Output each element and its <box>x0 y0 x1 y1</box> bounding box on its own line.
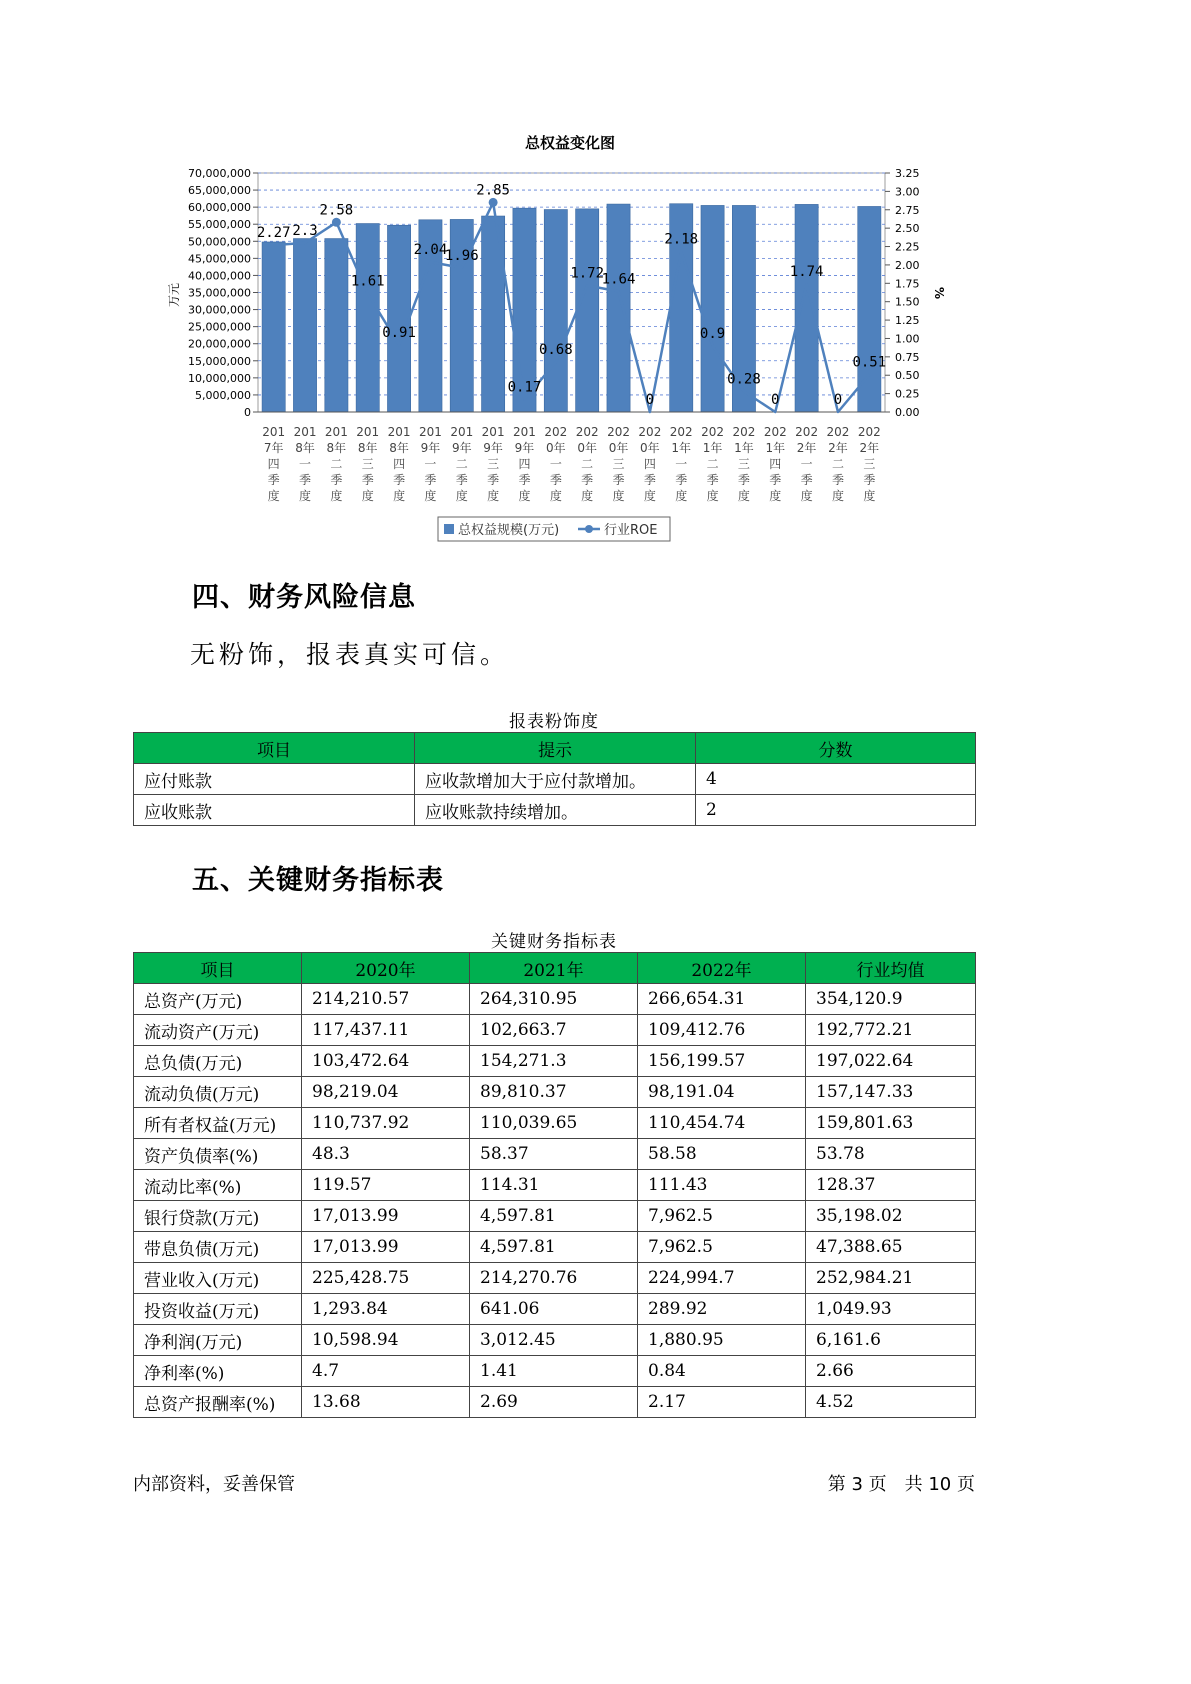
x-tick-label: 一 <box>299 457 312 471</box>
left-tick-label: 10,000,000 <box>188 371 251 385</box>
right-tick-label: 2.75 <box>895 203 920 217</box>
metrics-table-cell: 58.58 <box>638 1139 806 1170</box>
x-tick-label: 三 <box>737 457 750 471</box>
left-tick-label: 70,000,000 <box>188 167 251 180</box>
metrics-table-cell: 7,962.5 <box>638 1201 806 1232</box>
roe-data-label: 1.64 <box>601 271 636 288</box>
page-prefix: 第 <box>827 1474 846 1495</box>
left-tick-label: 25,000,000 <box>188 320 251 334</box>
metrics-table-header-cell: 2020年 <box>302 953 470 984</box>
metrics-table-header-cell: 2021年 <box>470 953 638 984</box>
risk-table-row <box>134 795 976 826</box>
risk-table-cell: 应收款增加大于应付款增加。 <box>415 764 696 795</box>
metrics-table-cell: 13.68 <box>302 1387 470 1418</box>
metrics-table-cell: 110,737.92 <box>302 1108 470 1139</box>
roe-data-label: 0 <box>771 392 780 408</box>
metrics-table-cell: 总资产(万元) <box>134 984 302 1015</box>
metrics-table-row <box>134 1232 976 1263</box>
chart-title: 总权益变化图 <box>524 134 616 152</box>
metrics-table-row <box>134 1387 976 1418</box>
metrics-table-cell: 119.57 <box>302 1170 470 1201</box>
metrics-table-cell: 264,310.95 <box>470 984 638 1015</box>
left-tick-label: 65,000,000 <box>188 184 251 198</box>
x-tick-label: 二 <box>455 457 468 471</box>
metrics-table-cell: 资产负债率(%) <box>134 1139 302 1170</box>
metrics-table-cell: 2.17 <box>638 1387 806 1418</box>
metrics-table-cell: 17,013.99 <box>302 1201 470 1232</box>
metrics-table-cell: 225,428.75 <box>302 1263 470 1294</box>
metrics-table-cell: 224,994.7 <box>638 1263 806 1294</box>
bar <box>858 206 881 412</box>
metrics-table-row <box>134 1077 976 1108</box>
left-tick-label: 0 <box>244 406 251 419</box>
x-tick-label: 7年 <box>263 441 284 455</box>
risk-table-header <box>134 733 976 764</box>
metrics-table-cell: 4.52 <box>806 1387 976 1418</box>
x-tick-label: 0年 <box>608 441 629 455</box>
metrics-table-cell: 35,198.02 <box>806 1201 976 1232</box>
roe-data-label: 1.96 <box>444 247 479 264</box>
metrics-table-cell: 109,412.76 <box>638 1015 806 1046</box>
x-tick-label: 二 <box>330 457 343 471</box>
metrics-table-cell: 2.69 <box>470 1387 638 1418</box>
metrics-table-cell: 4,597.81 <box>470 1232 638 1263</box>
right-tick-label: 2.00 <box>895 258 920 272</box>
x-tick-label: 度 <box>299 489 312 503</box>
right-tick-label: 1.75 <box>895 277 920 291</box>
legend-line-label: 行业ROE <box>604 523 658 538</box>
x-tick-label: 季 <box>612 473 625 487</box>
x-tick-label: 202 <box>575 425 599 439</box>
metrics-table-cell: 0.84 <box>638 1356 806 1387</box>
x-tick-label: 四 <box>393 457 406 471</box>
roe-data-label: 1.72 <box>570 265 605 282</box>
metrics-table-cell: 102,663.7 <box>470 1015 638 1046</box>
x-tick-label: 季 <box>299 473 312 487</box>
x-tick-label: 9年 <box>483 441 503 455</box>
x-tick-label: 度 <box>769 489 782 503</box>
risk-table <box>133 732 976 826</box>
x-tick-label: 202 <box>607 425 630 439</box>
x-tick-label: 度 <box>675 489 688 503</box>
x-tick-label: 度 <box>455 489 468 503</box>
right-tick-label: 0.00 <box>895 406 920 419</box>
section4-text: 无粉饰，报表真实可信。 <box>190 640 510 669</box>
metrics-table-cell: 266,654.31 <box>638 984 806 1015</box>
x-tick-label: 度 <box>424 489 437 503</box>
metrics-table-cell: 641.06 <box>470 1294 638 1325</box>
x-tick-label: 2年 <box>828 441 848 455</box>
x-tick-label: 202 <box>638 425 662 439</box>
right-tick-label: 3.25 <box>895 167 920 180</box>
metrics-table-cell: 1.41 <box>470 1356 638 1387</box>
x-tick-label: 一 <box>549 457 562 471</box>
x-tick-label: 四 <box>267 457 280 471</box>
metrics-table-cell: 2.66 <box>806 1356 976 1387</box>
x-tick-label: 度 <box>831 489 844 503</box>
metrics-table-cell: 289.92 <box>638 1294 806 1325</box>
x-tick-label: 度 <box>643 489 656 503</box>
x-tick-label: 季 <box>769 473 782 487</box>
metrics-table-cell: 47,388.65 <box>806 1232 976 1263</box>
roe-data-label: 0.28 <box>727 371 761 388</box>
left-tick-label: 50,000,000 <box>188 235 251 249</box>
left-tick-label: 40,000,000 <box>188 269 251 283</box>
legend-bar-label: 总权益规模(万元) <box>458 523 560 538</box>
roe-data-label: 2.04 <box>413 241 448 258</box>
right-tick-label: 2.25 <box>895 240 920 254</box>
x-tick-label: 二 <box>581 457 594 471</box>
metrics-table-row <box>134 1170 976 1201</box>
metrics-table-cell: 银行贷款(万元) <box>134 1201 302 1232</box>
metrics-table-cell: 1,049.93 <box>806 1294 976 1325</box>
metrics-table-header-cell: 2022年 <box>638 953 806 984</box>
metrics-table-row <box>134 1015 976 1046</box>
x-tick-label: 季 <box>581 473 594 487</box>
bar <box>795 204 818 412</box>
risk-table-cell: 应收账款 <box>134 795 415 826</box>
x-tick-label: 一 <box>675 457 688 471</box>
x-tick-label: 8年 <box>389 441 409 455</box>
x-tick-label: 度 <box>361 489 374 503</box>
risk-table-cell: 应付账款 <box>134 764 415 795</box>
x-tick-label: 度 <box>800 489 813 503</box>
bar <box>293 239 316 412</box>
x-tick-label: 9年 <box>514 441 535 455</box>
roe-data-label: 0 <box>833 392 843 408</box>
x-tick-label: 季 <box>706 473 719 487</box>
metrics-table-header-cell: 行业均值 <box>806 953 976 984</box>
x-tick-label: 季 <box>549 473 562 487</box>
metrics-table-cell: 128.37 <box>806 1170 976 1201</box>
x-tick-label: 季 <box>267 473 280 487</box>
metrics-table-cell: 110,039.65 <box>470 1108 638 1139</box>
metrics-table-cell: 净利润(万元) <box>134 1325 302 1356</box>
metrics-table-row <box>134 1201 976 1232</box>
metrics-table-cell: 流动资产(万元) <box>134 1015 302 1046</box>
x-tick-label: 季 <box>800 473 813 487</box>
roe-data-label: 2.3 <box>292 222 318 239</box>
metrics-table-cell: 214,210.57 <box>302 984 470 1015</box>
x-tick-label: 度 <box>706 489 719 503</box>
x-tick-label: 202 <box>826 425 850 439</box>
metrics-table-header <box>134 953 976 984</box>
x-tick-label: 201 <box>293 425 317 439</box>
x-tick-label: 202 <box>701 425 725 439</box>
x-tick-label: 季 <box>330 473 343 487</box>
page-suffix: 页 <box>957 1474 975 1495</box>
roe-data-label: 0.91 <box>382 325 416 342</box>
x-tick-label: 1年 <box>671 441 692 455</box>
metrics-table-caption: 关键财务指标表 <box>491 932 617 952</box>
x-tick-label: 度 <box>518 489 531 503</box>
metrics-table-cell: 1,293.84 <box>302 1294 470 1325</box>
x-tick-label: 度 <box>612 489 625 503</box>
x-tick-label: 8年 <box>326 441 347 455</box>
metrics-table-cell: 4,597.81 <box>470 1201 638 1232</box>
metrics-table-cell: 投资收益(万元) <box>134 1294 302 1325</box>
metrics-table-cell: 159,801.63 <box>806 1108 976 1139</box>
x-tick-label: 1年 <box>734 441 754 455</box>
x-tick-label: 季 <box>737 473 750 487</box>
metrics-table-cell: 154,271.3 <box>470 1046 638 1077</box>
left-tick-label: 55,000,000 <box>188 218 251 232</box>
x-tick-label: 度 <box>737 489 750 503</box>
metrics-table-cell: 3,012.45 <box>470 1325 638 1356</box>
x-tick-label: 四 <box>518 457 531 471</box>
metrics-table-cell: 58.37 <box>470 1139 638 1170</box>
x-tick-label: 201 <box>450 425 474 439</box>
metrics-table-cell: 带息负债(万元) <box>134 1232 302 1263</box>
right-tick-label: 0.50 <box>895 369 920 383</box>
x-tick-label: 三 <box>487 457 500 471</box>
bar <box>544 210 567 412</box>
x-tick-label: 9年 <box>451 441 472 455</box>
x-tick-label: 度 <box>863 489 876 503</box>
section4-heading: 四、财务风险信息 <box>192 582 416 613</box>
legend-line-marker <box>585 525 593 533</box>
metrics-table-cell: 98,219.04 <box>302 1077 470 1108</box>
metrics-table-cell: 总负债(万元) <box>134 1046 302 1077</box>
metrics-table-row <box>134 1108 976 1139</box>
x-tick-label: 度 <box>267 489 280 503</box>
page-total: 10 <box>928 1474 952 1495</box>
left-tick-label: 15,000,000 <box>188 354 251 368</box>
left-tick-label: 60,000,000 <box>188 201 251 215</box>
metrics-table-cell: 156,199.57 <box>638 1046 806 1077</box>
x-tick-label: 季 <box>393 473 406 487</box>
x-tick-label: 0年 <box>577 441 597 455</box>
roe-data-label: 0.51 <box>852 354 887 371</box>
x-tick-label: 2年 <box>796 441 817 455</box>
risk-table-header-cell: 分数 <box>696 733 976 764</box>
bar <box>482 216 505 412</box>
roe-data-label: 0.68 <box>538 341 573 358</box>
left-tick-label: 35,000,000 <box>188 286 251 300</box>
x-tick-label: 202 <box>544 425 568 439</box>
x-tick-label: 季 <box>361 473 374 487</box>
metrics-table-cell: 净利率(%) <box>134 1356 302 1387</box>
metrics-table-cell: 197,022.64 <box>806 1046 976 1077</box>
metrics-table-row <box>134 984 976 1015</box>
x-tick-label: 四 <box>643 457 656 471</box>
metrics-table <box>133 952 976 1418</box>
x-tick-label: 季 <box>424 473 437 487</box>
x-tick-label: 度 <box>549 489 562 503</box>
metrics-table-cell: 流动比率(%) <box>134 1170 302 1201</box>
x-tick-label: 201 <box>418 425 442 439</box>
right-tick-label: 1.00 <box>895 332 920 346</box>
footer-confidential: 内部资料，妥善保管 <box>133 1474 295 1495</box>
roe-marker <box>332 218 341 227</box>
right-tick-label: 1.25 <box>895 314 920 328</box>
x-tick-label: 度 <box>393 489 406 503</box>
metrics-table-row <box>134 1263 976 1294</box>
x-tick-label: 201 <box>513 425 536 439</box>
x-tick-label: 季 <box>643 473 656 487</box>
x-tick-label: 季 <box>863 473 876 487</box>
section5-heading: 五、关键财务指标表 <box>192 865 444 896</box>
risk-table-cell: 应收账款持续增加。 <box>415 795 696 826</box>
x-tick-label: 三 <box>863 457 876 471</box>
metrics-table-row <box>134 1139 976 1170</box>
x-tick-label: 201 <box>324 425 348 439</box>
roe-data-label: 2.27 <box>256 225 291 242</box>
metrics-table-cell: 98,191.04 <box>638 1077 806 1108</box>
roe-data-label: 0.17 <box>507 379 542 396</box>
roe-marker <box>489 198 498 207</box>
x-tick-label: 季 <box>831 473 844 487</box>
x-tick-label: 0年 <box>640 441 660 455</box>
bar <box>356 224 379 412</box>
x-tick-label: 202 <box>795 425 819 439</box>
x-tick-label: 202 <box>732 425 756 439</box>
x-tick-label: 1年 <box>765 441 786 455</box>
page-mid: 页 共 <box>868 1474 923 1495</box>
x-tick-label: 度 <box>487 489 500 503</box>
x-tick-label: 度 <box>330 489 343 503</box>
bar <box>262 242 285 412</box>
metrics-table-cell: 252,984.21 <box>806 1263 976 1294</box>
x-tick-label: 季 <box>455 473 468 487</box>
right-tick-label: 0.25 <box>895 387 920 401</box>
left-tick-label: 30,000,000 <box>188 303 251 317</box>
metrics-table-cell: 10,598.94 <box>302 1325 470 1356</box>
metrics-table-cell: 48.3 <box>302 1139 470 1170</box>
metrics-table-cell: 192,772.21 <box>806 1015 976 1046</box>
metrics-table-cell: 6,161.6 <box>806 1325 976 1356</box>
metrics-table-cell: 354,120.9 <box>806 984 976 1015</box>
metrics-table-cell: 157,147.33 <box>806 1077 976 1108</box>
metrics-table-cell: 1,880.95 <box>638 1325 806 1356</box>
roe-data-label: 1.74 <box>789 264 824 281</box>
x-tick-label: 一 <box>800 457 813 471</box>
x-tick-label: 1年 <box>702 441 723 455</box>
bar <box>325 239 348 412</box>
roe-data-label: 2.58 <box>319 202 354 219</box>
metrics-table-header-cell: 项目 <box>134 953 302 984</box>
x-tick-label: 202 <box>669 425 693 439</box>
y-axis-left-label: 万元 <box>167 282 181 308</box>
bar <box>576 209 599 412</box>
metrics-table-cell: 114.31 <box>470 1170 638 1201</box>
risk-table-cell: 4 <box>696 764 976 795</box>
risk-table-header-cell: 提示 <box>415 733 696 764</box>
left-tick-label: 20,000,000 <box>188 337 251 351</box>
x-tick-label: 201 <box>356 425 380 439</box>
x-tick-label: 8年 <box>357 441 378 455</box>
risk-table-header-cell: 项目 <box>134 733 415 764</box>
x-tick-label: 一 <box>424 457 437 471</box>
risk-table-cell: 2 <box>696 795 976 826</box>
x-tick-label: 201 <box>262 425 286 439</box>
right-tick-label: 0.75 <box>895 350 920 364</box>
x-tick-label: 季 <box>675 473 688 487</box>
legend-bar-swatch <box>444 524 454 534</box>
x-tick-label: 201 <box>387 425 411 439</box>
metrics-table-row <box>134 1325 976 1356</box>
page-current: 3 <box>851 1474 863 1495</box>
y-axis-right-label: % <box>932 286 946 300</box>
metrics-table-row <box>134 1356 976 1387</box>
left-tick-label: 5,000,000 <box>195 388 251 402</box>
x-tick-label: 2年 <box>859 441 880 455</box>
metrics-table-cell: 总资产报酬率(%) <box>134 1387 302 1418</box>
x-tick-label: 8年 <box>295 441 315 455</box>
x-tick-label: 度 <box>581 489 594 503</box>
metrics-table-row <box>134 1294 976 1325</box>
metrics-table-cell: 17,013.99 <box>302 1232 470 1263</box>
x-tick-label: 二 <box>831 457 844 471</box>
x-tick-label: 9年 <box>420 441 441 455</box>
x-tick-label: 三 <box>612 457 625 471</box>
metrics-table-cell: 103,472.64 <box>302 1046 470 1077</box>
roe-data-label: 0.9 <box>699 325 726 342</box>
roe-data-label: 0 <box>645 392 655 408</box>
roe-data-label: 2.85 <box>476 182 510 199</box>
right-tick-label: 1.50 <box>895 295 920 309</box>
equity-chart-svg <box>150 125 950 550</box>
x-tick-label: 四 <box>769 457 782 471</box>
metrics-table-cell: 111.43 <box>638 1170 806 1201</box>
x-tick-label: 二 <box>706 457 719 471</box>
bar <box>701 205 724 412</box>
risk-table-caption: 报表粉饰度 <box>509 712 599 732</box>
x-tick-label: 0年 <box>546 441 566 455</box>
footer-page-number <box>828 1470 975 1496</box>
risk-table-row <box>134 764 976 795</box>
bar <box>387 225 410 412</box>
roe-data-label: 2.18 <box>664 231 699 248</box>
roe-data-label: 1.61 <box>350 273 385 290</box>
x-tick-label: 三 <box>361 457 374 471</box>
x-tick-label: 201 <box>481 425 505 439</box>
metrics-table-cell: 117,437.11 <box>302 1015 470 1046</box>
right-tick-label: 3.00 <box>895 185 920 199</box>
metrics-table-cell: 89,810.37 <box>470 1077 638 1108</box>
x-tick-label: 季 <box>487 473 500 487</box>
metrics-table-cell: 营业收入(万元) <box>134 1263 302 1294</box>
x-tick-label: 202 <box>857 425 881 439</box>
metrics-table-cell: 7,962.5 <box>638 1232 806 1263</box>
metrics-table-cell: 53.78 <box>806 1139 976 1170</box>
metrics-table-cell: 流动负债(万元) <box>134 1077 302 1108</box>
metrics-table-row <box>134 1046 976 1077</box>
x-tick-label: 季 <box>518 473 531 487</box>
left-tick-label: 45,000,000 <box>188 252 251 266</box>
equity-chart <box>150 125 950 550</box>
metrics-table-cell: 4.7 <box>302 1356 470 1387</box>
bar <box>607 204 630 412</box>
metrics-table-cell: 所有者权益(万元) <box>134 1108 302 1139</box>
right-tick-label: 2.50 <box>895 222 920 236</box>
metrics-table-cell: 214,270.76 <box>470 1263 638 1294</box>
x-tick-label: 202 <box>763 425 787 439</box>
metrics-table-cell: 110,454.74 <box>638 1108 806 1139</box>
